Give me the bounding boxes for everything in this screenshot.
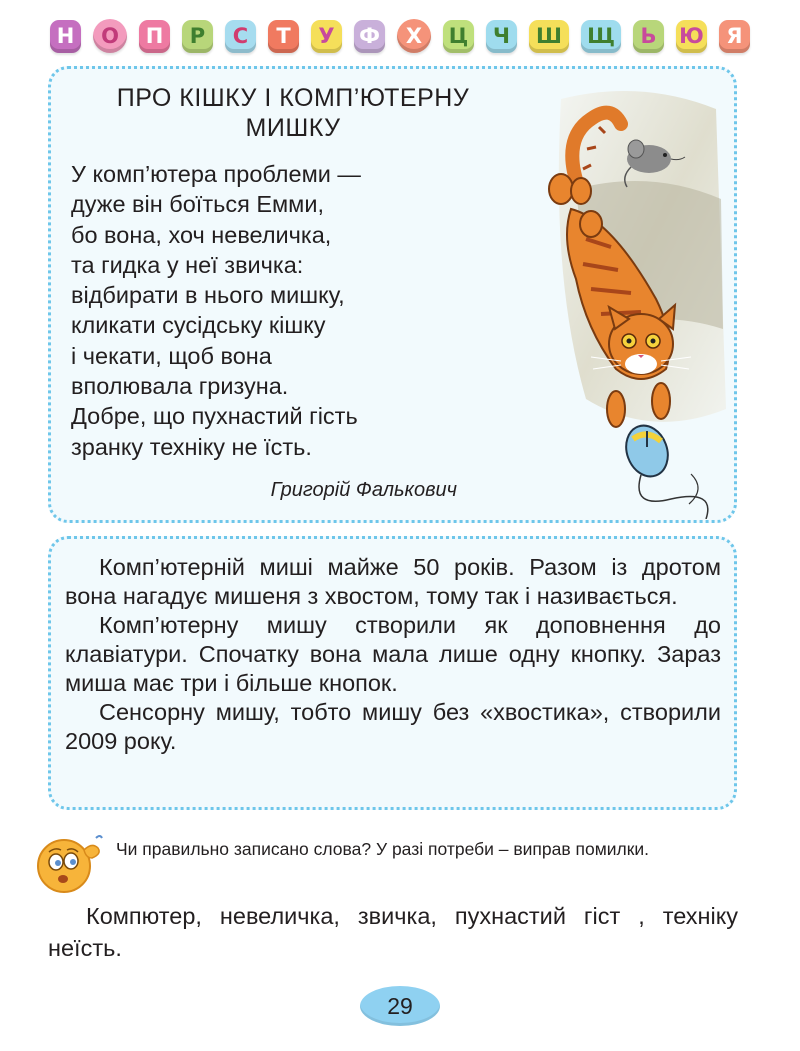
letter-tile: Н xyxy=(50,20,81,53)
cat-and-mouse-illustration xyxy=(491,79,731,519)
exercise-text xyxy=(48,900,738,964)
poem-line: У комп’ютера проблеми — xyxy=(71,161,361,187)
letter-tile: Ш xyxy=(529,20,569,53)
info-paragraph: Сенсорну мишу, тобто мишу без «хвостика», створили 2009 року. xyxy=(65,699,721,754)
letter-tile: Ю xyxy=(676,20,707,53)
thinking-emoji-icon xyxy=(34,832,104,894)
poem-line: Добре, що пухнастий гість xyxy=(71,403,358,430)
poem-title-line-1: ПРО КІШКУ І КОМП’ЮТЕРНУ xyxy=(116,84,470,112)
letter-tile: У xyxy=(311,20,342,53)
letter-tile: Щ xyxy=(581,20,621,53)
letter-tile: Ь xyxy=(633,20,664,53)
info-paragraph: Комп’ютерній миші майже 50 років. Разом із дротом вона нагадує мишеня з хвостом, тому так і називається. xyxy=(65,554,721,609)
letter-tile: Я xyxy=(719,20,750,53)
poem-line: кликати сусідську кішку xyxy=(71,312,326,339)
letter-tile: Х xyxy=(397,19,431,53)
exercise-sentence: Компютер, невеличка, звичка, пухнастий гіст , техніку неїсть. xyxy=(48,903,738,961)
letter-tile: Ц xyxy=(443,20,474,53)
poem-line: відбирати в нього мишку, xyxy=(71,282,345,309)
info-paragraph: Комп’ютерну мишу створили як доповнення до клавіатури. Спочатку вона мала лише одну кнопку. Зараз миша має три і більше кнопок. xyxy=(65,612,721,696)
letter-tile: П xyxy=(139,20,170,53)
poem-title-line-2: МИШКУ xyxy=(245,114,341,142)
poem-line: бо вона, хоч невеличка, xyxy=(71,221,332,248)
alphabet-strip xyxy=(50,14,750,58)
computer-mouse-figure xyxy=(619,420,708,519)
poem-author: Григорій Фалькович xyxy=(270,479,457,501)
task-question: Чи правильно записано слова? У разі потреби – виправ помилки. xyxy=(116,839,650,859)
letter-tile: С xyxy=(225,20,256,53)
letter-tile: Р xyxy=(182,20,213,53)
poem-body xyxy=(71,159,491,462)
letter-tile: Ф xyxy=(354,20,385,53)
page-number-badge xyxy=(360,986,440,1026)
letter-tile: О xyxy=(93,19,127,53)
poem-line: зранку техніку не їсть. xyxy=(71,433,312,460)
letter-tile: Ч xyxy=(486,20,517,53)
info-card xyxy=(48,536,737,810)
poem-line: дуже він боїться Емми, xyxy=(71,191,324,218)
page-number: 29 xyxy=(387,992,413,1019)
poem-card xyxy=(48,66,737,523)
poem-line: та гидка у неї звичка: xyxy=(71,251,304,278)
poem-title xyxy=(73,83,513,143)
poem-line: вполювала гризуна. xyxy=(71,373,289,400)
letter-tile: Т xyxy=(268,20,299,53)
poem-line: і чекати, щоб вона xyxy=(71,342,272,369)
info-text xyxy=(65,553,721,756)
